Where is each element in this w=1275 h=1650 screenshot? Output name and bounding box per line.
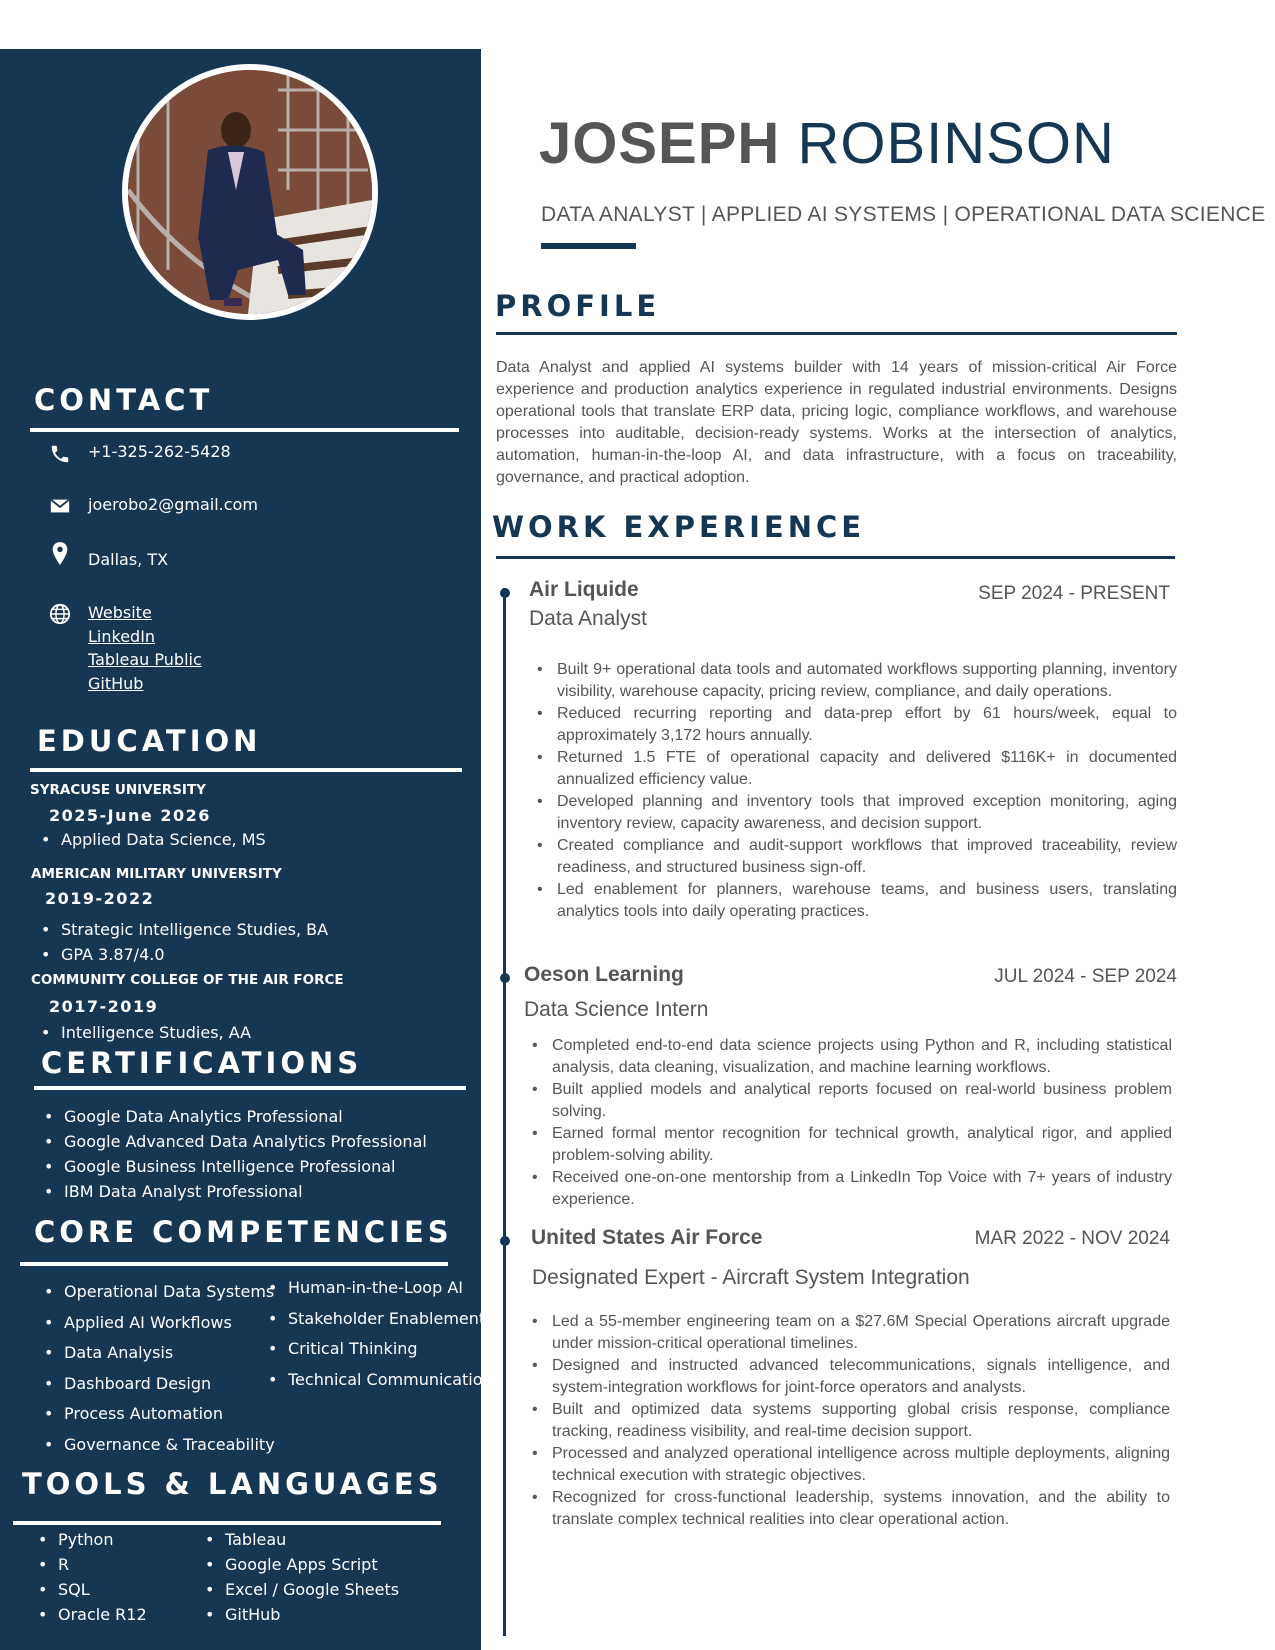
list-item: • Google Advanced Data Analytics Professional [40, 1129, 427, 1154]
list-item: • Python [34, 1527, 147, 1552]
job-role: Data Science Intern [524, 998, 709, 1021]
list-item: • Tableau [201, 1527, 399, 1552]
list-item: • Completed end-to-end data science projects using Python and R, including statistical analysis, data cleaning, visualization, and machine learning workflows. [526, 1035, 1172, 1079]
profile-text: Data Analyst and applied AI systems builder with 14 years of mission-critical Air Force experience and production analytics experience in regulated industrial environments. Designs operational tools that translate ERP data, pricing logic, compliance workflows, and warehouse processes into auditable, decision-ready systems. Works at the intersection of analytics, automation, human-in-the-loop AI, and data infrastructure, with a focus on traceability, governance, and practical adoption. [496, 359, 1177, 486]
timeline-dot [500, 588, 510, 598]
list-item: • Data Analysis [40, 1338, 275, 1369]
profile-photo [122, 64, 378, 320]
list-item: • Human-in-the-Loop AI [264, 1273, 493, 1304]
list-item: • Intelligence Studies, AA [37, 1023, 251, 1042]
list-item: • Built applied models and analytical reports focused on real-world business problem solving. [526, 1079, 1172, 1123]
profile-heading: PROFILE [495, 289, 661, 323]
competencies-list-col1 [40, 1277, 275, 1460]
list-item: • Critical Thinking [264, 1334, 493, 1365]
list-item: • Google Data Analytics Professional [40, 1104, 427, 1129]
education-dates: 2025-June 2026 [49, 806, 211, 825]
list-item: • Google Business Intelligence Professional [40, 1154, 427, 1179]
education-school: AMERICAN MILITARY UNIVERSITY [31, 866, 282, 882]
first-name: JOSEPH [539, 111, 781, 176]
experience-heading: WORK EXPERIENCE [492, 510, 866, 544]
timeline-dot [500, 1236, 510, 1246]
globe-icon [49, 603, 71, 625]
certifications-heading: CERTIFICATIONS [41, 1046, 363, 1080]
list-item: • GitHub [201, 1602, 399, 1627]
job-company: Air Liquide [529, 578, 639, 601]
list-item: • Processed and analyzed operational intelligence across multiple deployments, aligning technical execution with strategic objectives. [526, 1443, 1170, 1487]
phone-icon [49, 443, 71, 465]
certifications-list [40, 1104, 427, 1204]
tools-list-col1 [34, 1527, 147, 1627]
job-role: Designated Expert - Aircraft System Integration [532, 1266, 970, 1289]
list-item: • Reduced recurring reporting and data-prep effort by 61 hours/week, equal to approximately 3,172 hours annually. [531, 703, 1177, 747]
list-item: • Technical Communication [264, 1365, 493, 1396]
tools-heading: TOOLS & LANGUAGES [22, 1467, 443, 1501]
job-bullets [526, 1311, 1170, 1531]
list-item: • Built and optimized data systems supporting global crisis response, compliance tracking, readiness visibility, and real-time decision support. [526, 1399, 1170, 1443]
list-item: • GPA 3.87/4.0 [37, 942, 328, 967]
list-item: • Dashboard Design [40, 1369, 275, 1400]
list-item: • Designed and instructed advanced telecommunications, signals intelligence, and system-integration workflows for joint-force operators and analysts. [526, 1355, 1170, 1399]
list-item: • Applied AI Workflows [40, 1308, 275, 1339]
candidate-name [539, 110, 1115, 177]
education-rule [30, 768, 462, 772]
job-role: Data Analyst [529, 607, 647, 630]
job-company: United States Air Force [531, 1226, 763, 1249]
portrait-illustration [128, 70, 372, 314]
list-item: • Oracle R12 [34, 1602, 147, 1627]
list-item: • Governance & Traceability [40, 1430, 275, 1461]
education-heading: EDUCATION [37, 724, 262, 758]
list-item: • Returned 1.5 FTE of operational capacity and delivered $116K+ in documented annualized efficiency value. [531, 747, 1177, 791]
list-item: • Google Apps Script [201, 1552, 399, 1577]
tools-rule [13, 1521, 441, 1525]
education-school: SYRACUSE UNIVERSITY [30, 782, 206, 798]
list-item: • Led a 55-member engineering team on a $27.6M Special Operations aircraft upgrade under mission-critical operational timelines. [526, 1311, 1170, 1355]
tools-list-col2 [201, 1527, 399, 1627]
job-dates: JUL 2024 - SEP 2024 [994, 966, 1177, 987]
list-item: • Excel / Google Sheets [201, 1577, 399, 1602]
job-bullets [531, 659, 1177, 923]
contact-phone[interactable]: +1-325-262-5428 [88, 442, 231, 461]
header-accent-bar [541, 243, 636, 249]
competencies-rule [20, 1262, 448, 1266]
education-items [37, 830, 266, 849]
list-item: • Built 9+ operational data tools and automated workflows supporting planning, inventory visibility, warehouse capacity, pricing review, compliance, and daily operations. [531, 659, 1177, 703]
list-item: • Process Automation [40, 1399, 275, 1430]
job-company: Oeson Learning [524, 963, 684, 986]
list-item: • SQL [34, 1577, 147, 1602]
education-dates: 2019-2022 [45, 889, 155, 908]
list-item: • Earned formal mentor recognition for technical growth, analytical rigor, and applied problem-solving ability. [526, 1123, 1172, 1167]
list-item: • Developed planning and inventory tools that improved exception monitoring, aging inventory review, capacity awareness, and decision support. [531, 791, 1177, 835]
timeline-dot [500, 973, 510, 983]
profile-photo-image [128, 70, 372, 314]
list-item: • Strategic Intelligence Studies, BA [37, 917, 328, 942]
email-icon [49, 495, 71, 517]
contact-links [88, 601, 202, 695]
education-items [37, 917, 328, 967]
headline-subtitle: DATA ANALYST | APPLIED AI SYSTEMS | OPERATIONAL DATA SCIENCE [541, 203, 1266, 226]
experience-rule [496, 556, 1175, 559]
list-item: • Operational Data Systems [40, 1277, 275, 1308]
contact-location: Dallas, TX [88, 550, 169, 569]
job-bullets [526, 1035, 1172, 1211]
list-item: • Applied Data Science, MS [37, 830, 266, 849]
experience-timeline [503, 588, 506, 1636]
last-name: ROBINSON [797, 111, 1115, 176]
tableau-public-link[interactable]: Tableau Public [88, 650, 202, 669]
github-link[interactable]: GitHub [88, 673, 144, 693]
list-item: • Recognized for cross-functional leadership, systems innovation, and the ability to translate complex technical realities into clear operational action. [526, 1487, 1170, 1531]
job-dates: SEP 2024 - PRESENT [978, 583, 1170, 604]
competencies-list-col2 [264, 1273, 493, 1395]
education-items [37, 1023, 251, 1042]
list-item: • Stakeholder Enablement [264, 1304, 493, 1335]
website-link[interactable]: Website [88, 603, 152, 622]
list-item: • Led enablement for planners, warehouse teams, and business users, translating analytics tools into daily operating practices. [531, 879, 1177, 923]
contact-heading: CONTACT [34, 383, 214, 417]
list-item: • Received one-on-one mentorship from a LinkedIn Top Voice with 7+ years of industry experience. [526, 1167, 1172, 1211]
contact-rule [30, 428, 459, 432]
education-dates: 2017-2019 [49, 997, 159, 1016]
list-item: • Created compliance and audit-support workflows that improved traceability, review readiness, and structured business sign-off. [531, 835, 1177, 879]
education-school: COMMUNITY COLLEGE OF THE AIR FORCE [31, 972, 344, 988]
location-pin-icon [49, 541, 71, 563]
job-dates: MAR 2022 - NOV 2024 [974, 1228, 1170, 1249]
certifications-rule [34, 1086, 466, 1090]
list-item: • R [34, 1552, 147, 1577]
contact-email[interactable]: joerobo2@gmail.com [88, 495, 258, 514]
list-item: • IBM Data Analyst Professional [40, 1179, 427, 1204]
profile-rule [496, 332, 1177, 335]
linkedin-link[interactable]: LinkedIn [88, 626, 156, 646]
competencies-heading: CORE COMPETENCIES [34, 1215, 453, 1249]
